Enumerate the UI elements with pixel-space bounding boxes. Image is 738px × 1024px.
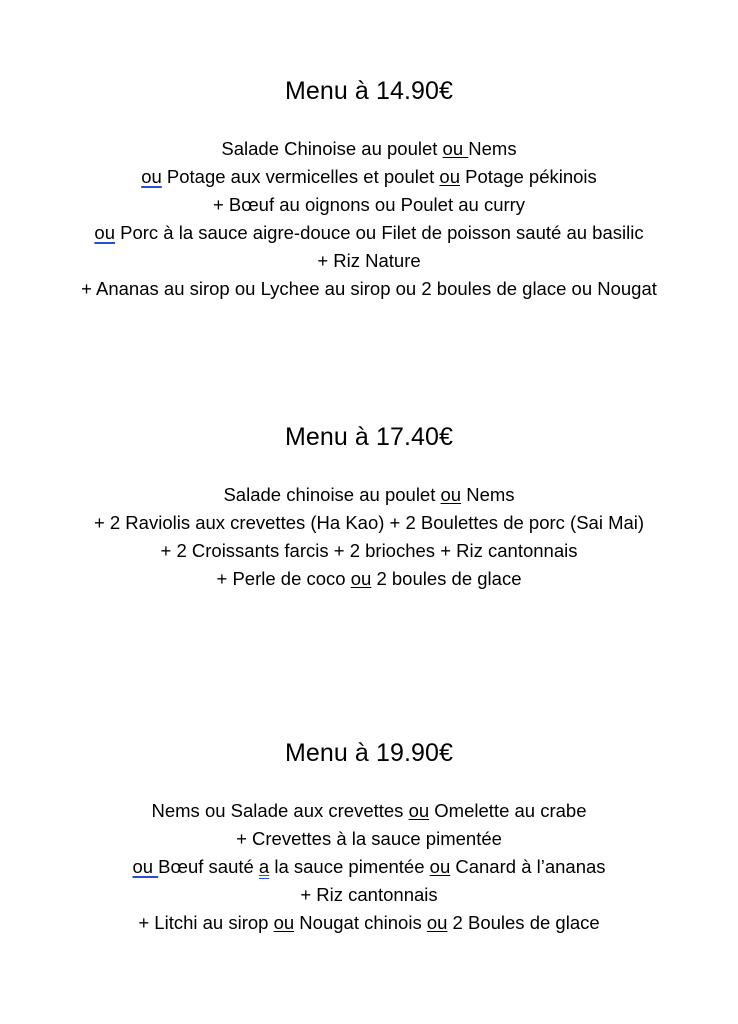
menu-text-underlined: a [258, 856, 270, 877]
menu-line [0, 565, 738, 593]
menu-title: Menu à 14.90€ [284, 77, 454, 105]
menu-lines [0, 135, 738, 303]
menu-text-underlined: ou [350, 568, 372, 589]
menu-text-underlined: ou [439, 166, 460, 187]
menu-text-underlined: ou [442, 138, 469, 159]
menu-text: 2 Boules de glace [447, 912, 600, 933]
menu-text-underlined: ou [273, 912, 295, 933]
menu-text: + Crevettes à la sauce pimentée [236, 828, 502, 849]
menu-line [0, 135, 738, 163]
menu-section-19-90 [0, 736, 738, 937]
menu-text: + Perle de coco [216, 568, 351, 589]
menu-text-underlined: ou [426, 912, 448, 933]
menu-line [0, 825, 738, 853]
menu-text: Nems [461, 484, 515, 505]
menu-line [0, 509, 738, 537]
menu-text: Salade Chinoise au poulet [221, 138, 443, 159]
menu-lines [0, 481, 738, 593]
menu-text: + Riz Nature [317, 250, 421, 271]
menu-text: 2 boules de glace [371, 568, 522, 589]
menu-line [0, 247, 738, 275]
menu-text: Nougat chinois [294, 912, 427, 933]
menu-title: Menu à 19.90€ [284, 739, 454, 767]
menu-line [0, 853, 738, 881]
menu-line [0, 163, 738, 191]
menu-text: Potage aux vermicelles et poulet [161, 166, 440, 187]
menu-line [0, 881, 738, 909]
menu-text: + 2 Raviolis aux crevettes (Ha Kao) + 2 Boulettes de porc (Sai Mai) [93, 512, 645, 533]
menu-text: Porc à la sauce aigre-douce ou Filet de poisson sauté au basilic [114, 222, 644, 243]
menu-title: Menu à 17.40€ [284, 423, 454, 451]
menu-text: + 2 Croissants farcis + 2 brioches + Riz cantonnais [160, 540, 578, 561]
menu-text: Nems [468, 138, 517, 159]
menu-line [0, 537, 738, 565]
menu-text-underlined: ou [429, 856, 451, 877]
menu-section-17-40 [0, 420, 738, 593]
menu-text: + Bœuf au oignons ou Poulet au curry [212, 194, 526, 215]
menu-text: + Riz cantonnais [300, 884, 438, 905]
menu-section-14-90 [0, 74, 738, 303]
menu-text: Omelette au crabe [429, 800, 587, 821]
menu-text: + Ananas au sirop ou Lychee au sirop ou 2 boules de glace ou Nougat [81, 278, 657, 299]
menu-text-underlined: ou [94, 222, 115, 243]
menu-text: Salade chinoise au poulet [223, 484, 441, 505]
menu-text: Canard à l’ananas [450, 856, 606, 877]
menu-text: Nems ou Salade aux crevettes [151, 800, 409, 821]
menu-text: Bœuf sauté [158, 856, 259, 877]
menu-lines [0, 797, 738, 937]
menu-text-underlined: ou [141, 166, 162, 187]
menu-text-underlined: ou [132, 856, 159, 877]
menu-line [0, 219, 738, 247]
menu-line [0, 909, 738, 937]
menu-line [0, 481, 738, 509]
menu-text: Potage pékinois [460, 166, 597, 187]
menu-text-underlined: ou [408, 800, 430, 821]
menu-line [0, 797, 738, 825]
menu-text: la sauce pimentée [269, 856, 430, 877]
menu-line [0, 191, 738, 219]
menu-line [0, 275, 738, 303]
menu-text: + Litchi au sirop [138, 912, 274, 933]
menu-text-underlined: ou [440, 484, 462, 505]
